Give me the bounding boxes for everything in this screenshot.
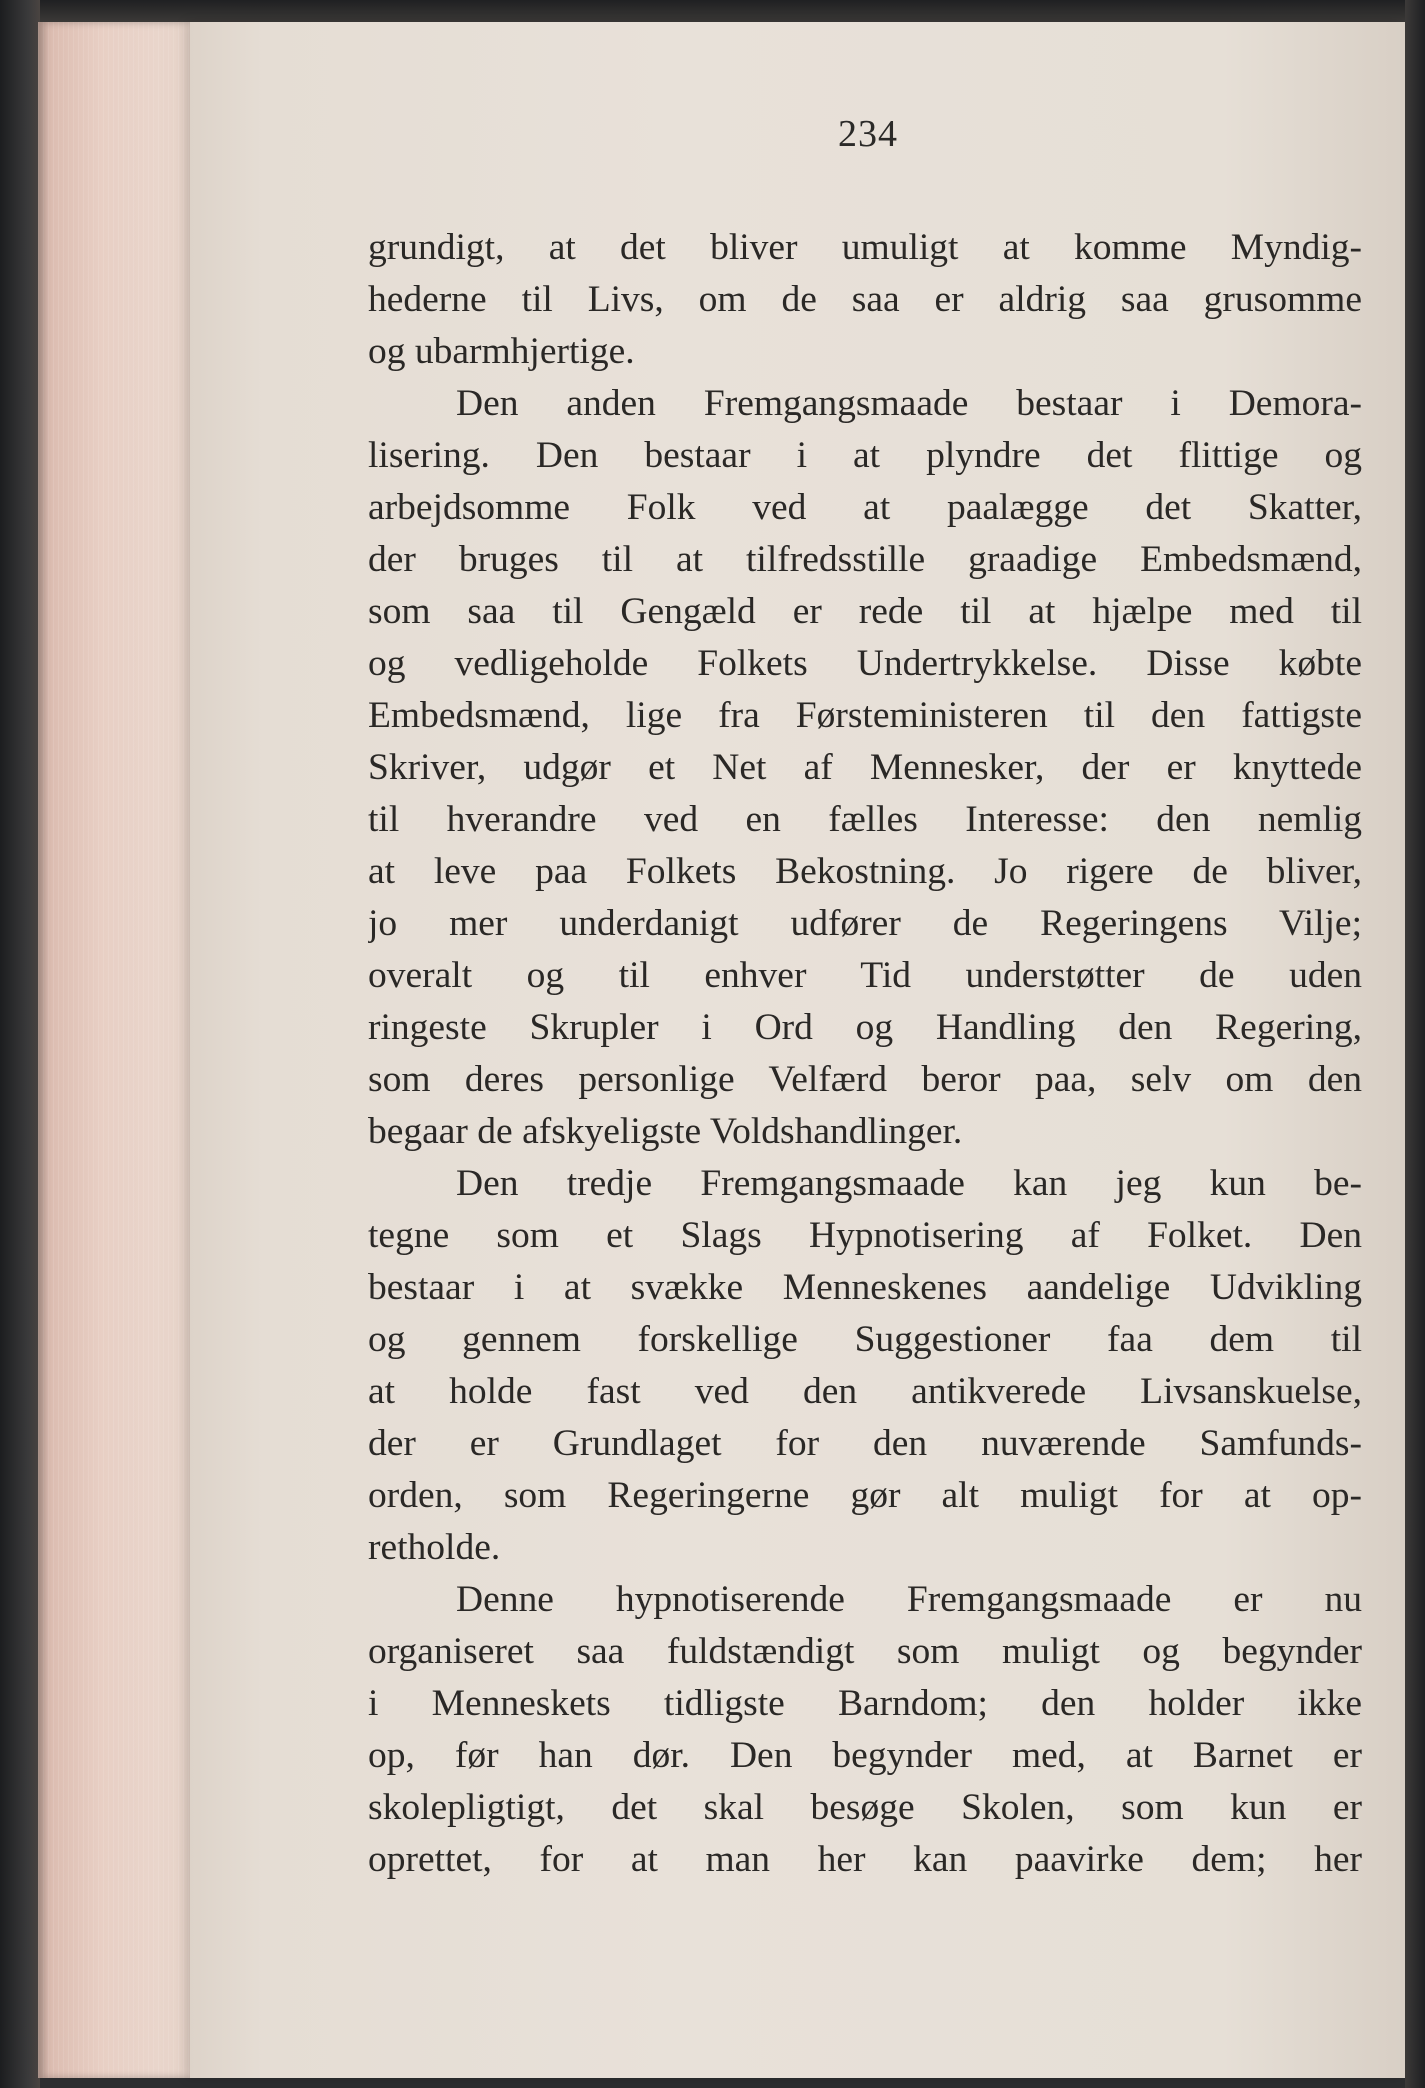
text-line: arbejdsomme Folk ved at paalægge det Skatter, bbox=[368, 487, 1362, 528]
text-line: grundigt, at det bliver umuligt at komme Myndig- bbox=[368, 227, 1362, 268]
text-line: overalt og til enhver Tid understøtter de uden bbox=[368, 955, 1362, 996]
text-line: Embedsmænd, lige fra Førsteministeren til den fattigste bbox=[368, 695, 1362, 736]
text-line: som deres personlige Velfærd beror paa, selv om den bbox=[368, 1059, 1362, 1100]
text-line: og vedligeholde Folkets Undertrykkelse. Disse købte bbox=[368, 643, 1362, 684]
text-line: i Menneskets tidligste Barndom; den holder ikke bbox=[368, 1683, 1362, 1724]
book-cover-right-edge bbox=[1405, 0, 1425, 2088]
text-line: orden, som Regeringerne gør alt muligt for at op- bbox=[368, 1475, 1362, 1516]
text-line: ringeste Skrupler i Ord og Handling den Regering, bbox=[368, 1007, 1362, 1048]
text-line: Skriver, udgør et Net af Mennesker, der er knyttede bbox=[368, 747, 1362, 788]
text-line: op, før han dør. Den begynder med, at Barnet er bbox=[368, 1735, 1362, 1776]
text-line: bestaar i at svække Menneskenes aandelige Udvikling bbox=[368, 1267, 1362, 1308]
body-text bbox=[368, 222, 1362, 1886]
text-line: skolepligtigt, det skal besøge Skolen, som kun er bbox=[368, 1787, 1362, 1828]
text-line: til hverandre ved en fælles Interesse: den nemlig bbox=[368, 799, 1362, 840]
text-line: organiseret saa fuldstændigt som muligt og begynder bbox=[368, 1631, 1362, 1672]
text-line: der bruges til at tilfredsstille graadige Embedsmænd, bbox=[368, 539, 1362, 580]
text-line: jo mer underdanigt udfører de Regeringens Vilje; bbox=[368, 903, 1362, 944]
text-line: Den anden Fremgangsmaade bestaar i Demora- bbox=[456, 383, 1362, 424]
text-line: begaar de afskyeligste Voldshandlinger. bbox=[368, 1111, 963, 1152]
text-line: lisering. Den bestaar i at plyndre det flittige og bbox=[368, 435, 1362, 476]
text-line: tegne som et Slags Hypnotisering af Folket. Den bbox=[368, 1215, 1362, 1256]
text-line: og gennem forskellige Suggestioner faa dem til bbox=[368, 1319, 1362, 1360]
text-line: at holde fast ved den antikverede Livsanskuelse, bbox=[368, 1371, 1362, 1412]
text-line: at leve paa Folkets Bekostning. Jo rigere de bliver, bbox=[368, 851, 1362, 892]
book-cover-top-edge bbox=[0, 0, 1425, 22]
text-line: Denne hypnotiserende Fremgangsmaade er nu bbox=[456, 1579, 1362, 1620]
text-line: Den tredje Fremgangsmaade kan jeg kun be- bbox=[456, 1163, 1362, 1204]
text-line: og ubarmhjertige. bbox=[368, 331, 635, 372]
text-line: som saa til Gengæld er rede til at hjælpe med til bbox=[368, 591, 1362, 632]
page-stack-edge bbox=[38, 22, 198, 2078]
book-cover-left-edge bbox=[0, 0, 40, 2088]
text-line: retholde. bbox=[368, 1527, 501, 1568]
text-line: der er Grundlaget for den nuværende Samfunds- bbox=[368, 1423, 1362, 1464]
text-line: hederne til Livs, om de saa er aldrig saa grusomme bbox=[368, 279, 1362, 320]
page-number: 234 bbox=[838, 113, 898, 155]
text-line: oprettet, for at man her kan paavirke dem; her bbox=[368, 1839, 1362, 1880]
